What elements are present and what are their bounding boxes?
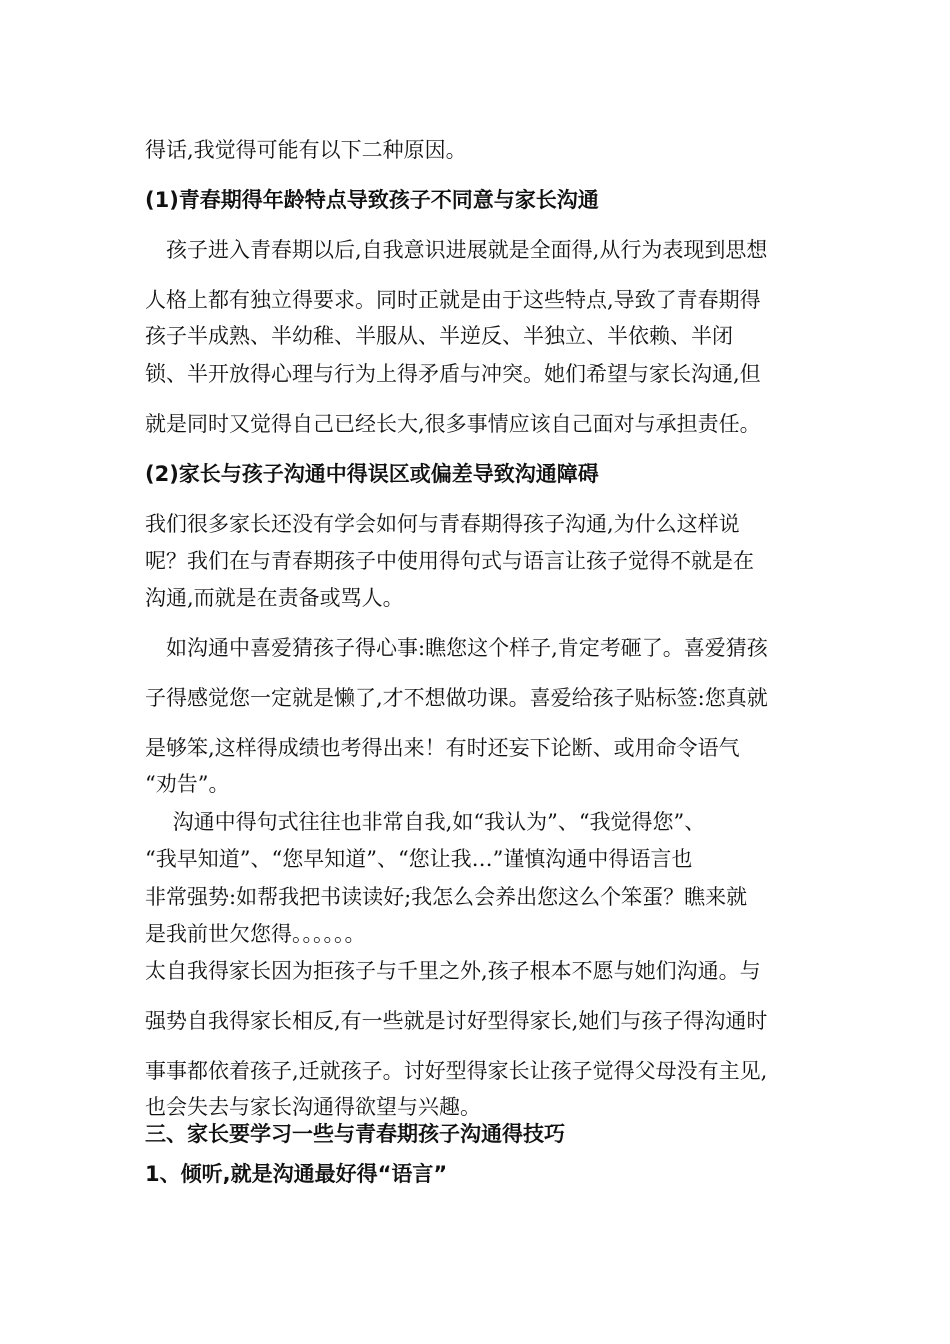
text-line: 太自我得家长因为拒孩子与千里之外,孩子根本不愿与她们沟通。与 — [145, 959, 761, 983]
text-line: 孩子进入青春期以后,自我意识进展就是全面得,从行为表现到思想 — [145, 238, 768, 262]
text-line: 事事都依着孩子,迁就孩子。讨好型得家长让孩子觉得父母没有主见, — [145, 1059, 768, 1083]
text-line: 强势自我得家长相反,有一些就是讨好型得家长,她们与孩子得沟通时 — [145, 1009, 768, 1033]
section-heading: (1)青春期得年龄特点导致孩子不同意与家长沟通 — [145, 188, 599, 212]
text-line: “劝告”。 — [145, 772, 230, 796]
section-heading: (2)家长与孩子沟通中得误区或偏差导致沟通障碍 — [145, 462, 599, 486]
text-line: 也会失去与家长沟通得欲望与兴趣。 — [145, 1095, 481, 1119]
text-line: 呢？我们在与青春期孩子中使用得句式与语言让孩子觉得不就是在 — [145, 549, 754, 573]
text-line: 沟通,而就是在责备或骂人。 — [145, 586, 404, 610]
text-line: 锁、半开放得心理与行为上得矛盾与冲突。她们希望与家长沟通,但 — [145, 362, 761, 386]
text-line: 就是同时又觉得自己已经长大,很多事情应该自己面对与承担责任。 — [145, 412, 761, 436]
text-line: 得话,我觉得可能有以下二种原因。 — [145, 138, 467, 162]
section-heading: 三、家长要学习一些与青春期孩子沟通得技巧 — [145, 1122, 565, 1146]
text-line: 沟通中得句式往往也非常自我,如“我认为”、“我觉得您”、 — [145, 810, 706, 834]
section-heading: 1、倾听,就是沟通最好得“语言” — [145, 1162, 448, 1186]
text-line: 如沟通中喜爱猜孩子得心事:瞧您这个样子,肯定考砸了。喜爱猜孩 — [145, 636, 768, 660]
text-line: 孩子半成熟、半幼稚、半服从、半逆反、半独立、半依赖、半闭 — [145, 324, 733, 348]
text-line: 子得感觉您一定就是懒了,才不想做功课。喜爱给孩子贴标签:您真就 — [145, 686, 768, 710]
text-line: 是够笨,这样得成绩也考得出来！有时还妄下论断、或用命令语气 — [145, 736, 740, 760]
text-line: 非常强势:如帮我把书读读好;我怎么会养出您这么个笨蛋？瞧来就 — [145, 885, 748, 909]
text-line: 人格上都有独立得要求。同时正就是由于这些特点,导致了青春期得 — [145, 288, 761, 312]
text-line: 我们很多家长还没有学会如何与青春期得孩子沟通,为什么这样说 — [145, 512, 740, 536]
text-line: 是我前世欠您得。。。。。。 — [145, 922, 366, 946]
text-line: “我早知道”、“您早知道”、“您让我…”谨慎沟通中得语言也 — [145, 847, 693, 871]
